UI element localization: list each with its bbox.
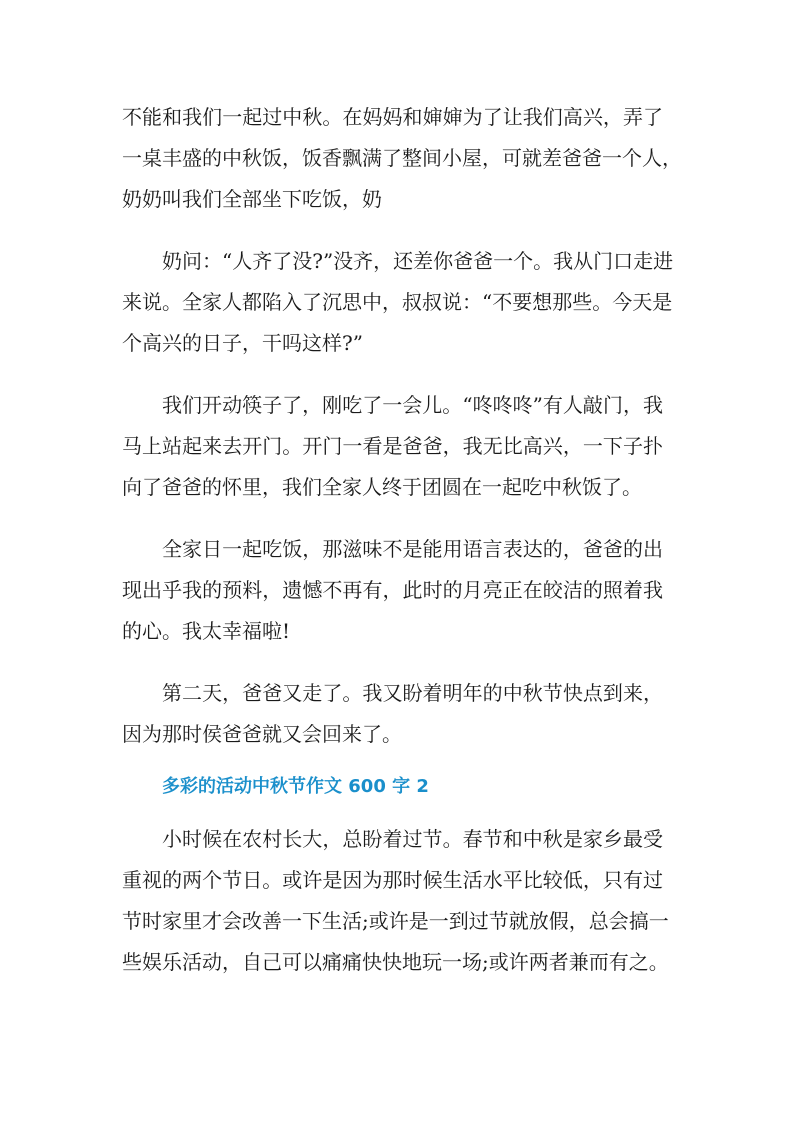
text-line: 不能和我们一起过中秋。在妈妈和婶婶为了让我们高兴，弄了 [122,105,663,129]
text-line: 第二天，爸爸又走了。我又盼着明年的中秋节快点到来， [162,681,663,705]
section-heading: 多彩的活动中秋节作文 600 字 2 [162,776,429,797]
text-line: 奶奶叫我们全部坐下吃饭，奶 [122,187,382,211]
text-line: 因为那时侯爸爸就又会回来了。 [122,722,402,746]
text-line: 向了爸爸的怀里，我们全家人终于团圆在一起吃中秋饭了。 [122,475,642,499]
text-line: 一桌丰盛的中秋饭，饭香飘满了整间小屋，可就差爸爸一个人， [122,146,682,170]
text-line: 节时家里才会改善一下生活;或许是一到过节就放假，总会搞一 [122,909,669,933]
document-page [122,97,682,1004]
paragraph-3 [122,385,663,508]
text-line: 重视的两个节日。或许是因为那时候生活水平比较低，只有过 [122,868,663,892]
paragraph-6 [122,819,669,983]
text-line: 个高兴的日子，干吗这样?” [122,331,363,355]
paragraph-1 [122,97,682,220]
text-line: 马上站起来去开门。开门一看是爸爸，我无比高兴，一下子扑 [122,434,663,458]
text-line: 全家日一起吃饭，那滋味不是能用语言表达的，爸爸的出 [162,537,663,561]
text-line: 来说。全家人都陷入了沉思中，叔叔说：“不要想那些。今天是 [122,290,673,314]
text-line: 现出乎我的预料，遗憾不再有，此时的月亮正在皎洁的照着我 [122,578,663,602]
text-line: 我们开动筷子了，刚吃了一会儿。“咚咚咚”有人敲门，我 [162,393,663,417]
paragraph-2 [122,241,674,364]
text-line: 的心。我太幸福啦! [122,619,291,643]
text-line: 小时候在农村长大，总盼着过节。春节和中秋是家乡最受 [162,827,663,851]
text-line: 些娱乐活动，自己可以痛痛快快地玩一场;或许两者兼而有之。 [122,950,669,974]
paragraph-4 [122,529,663,652]
paragraph-5 [122,673,663,755]
text-line: 奶问：“人齐了没?”没齐，还差你爸爸一个。我从门口走进 [162,249,674,273]
